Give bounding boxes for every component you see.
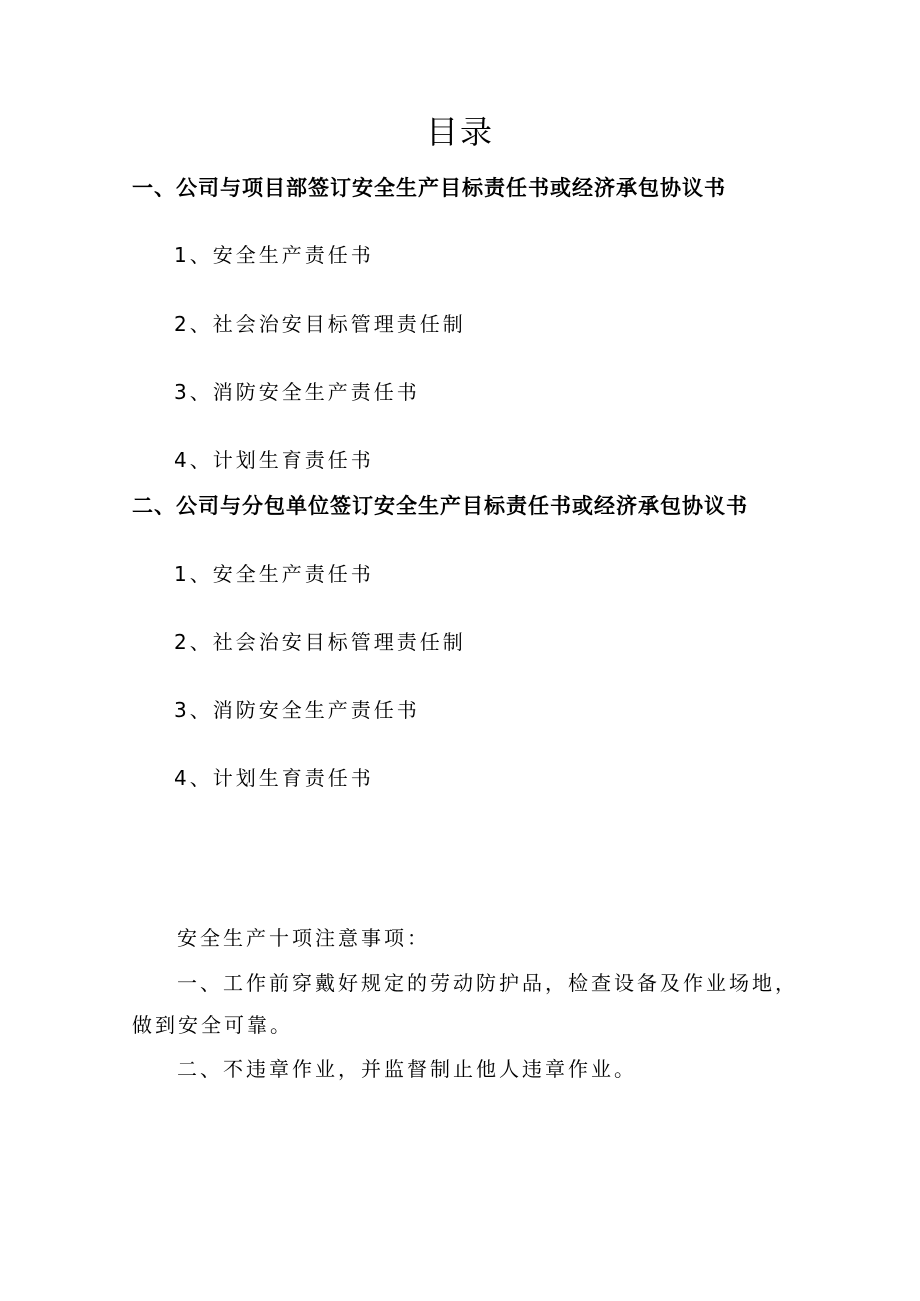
- note-paragraph: 二、不违章作业，并监督制止他人违章作业。: [177, 1057, 637, 1081]
- toc-item: 1、安全生产责任书: [174, 243, 374, 267]
- toc-item: 2、社会治安目标管理责任制: [174, 630, 466, 654]
- toc-item: 4、计划生育责任书: [174, 766, 374, 790]
- toc-section-heading-1: 一、公司与项目部签订安全生产目标责任书或经济承包协议书: [132, 176, 726, 200]
- toc-item: 2、社会治安目标管理责任制: [174, 312, 466, 336]
- page-title: 目录: [425, 113, 494, 151]
- toc-item: 1、安全生产责任书: [174, 562, 374, 586]
- toc-item: 4、计划生育责任书: [174, 448, 374, 472]
- toc-item: 3、消防安全生产责任书: [174, 380, 420, 404]
- notes-heading: 安全生产十项注意事项：: [177, 926, 430, 950]
- note-paragraph: 一、工作前穿戴好规定的劳动防护品，检查设备及作业场地，做到安全可靠。: [132, 971, 798, 1037]
- toc-item: 3、消防安全生产责任书: [174, 698, 420, 722]
- toc-section-heading-2: 二、公司与分包单位签订安全生产目标责任书或经济承包协议书: [132, 494, 748, 518]
